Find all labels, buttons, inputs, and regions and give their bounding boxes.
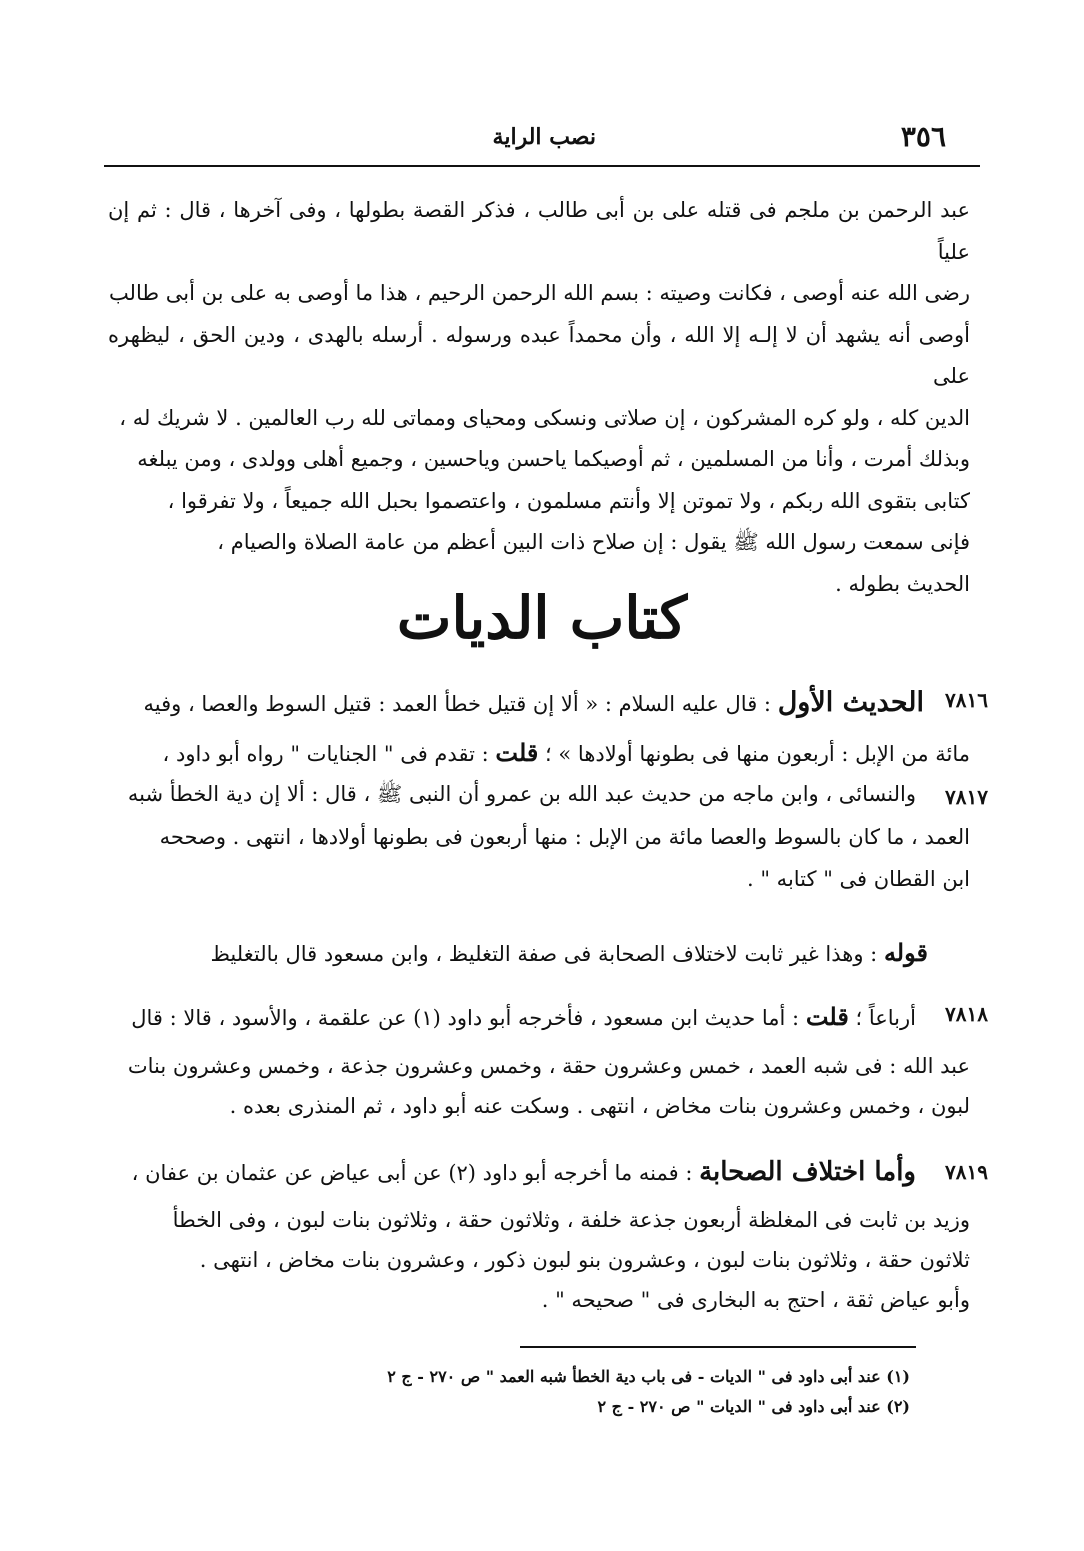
hadith-number: ٧٨١٨ — [945, 1002, 988, 1026]
text-line: الحديث بطوله . — [835, 571, 970, 596]
chapter-title: كتاب الديات — [396, 584, 688, 652]
hadith-heading: الحديث الأول — [777, 687, 924, 718]
hadith-7816-continuation — [108, 732, 970, 775]
hadith-number: ٧٨١٧ — [945, 785, 988, 809]
text-line — [108, 1150, 916, 1195]
hadith-7818-continuation — [108, 1046, 970, 1126]
hadith-heading: وأما اختلاف الصحابة — [699, 1157, 916, 1187]
text-line: فإنى سمعت رسول الله ﷺ يقول : إن صلاح ذات البين أعظم من عامة الصلاة والصيام ، — [217, 530, 970, 554]
hadith-7817-continuation — [108, 816, 970, 900]
text-line — [108, 996, 916, 1039]
text-line: عبد الرحمن بن ملجم فى قتله على بن أبى طالب ، فذكر القصة بطولها ، وفى آخرها ، قال : ثم إن علياً — [108, 198, 970, 264]
text-span: مائة من الإبل : أربعون منها فى بطونها أولادها » ؛ — [545, 742, 970, 766]
hadith-7819-text — [108, 1150, 916, 1195]
page-header — [108, 118, 976, 158]
text-span: : تقدم فى " الجنايات " رواه أبو داود ، — [162, 742, 489, 766]
text-span: أرباعاً ؛ — [855, 1006, 916, 1030]
hadith-number: ٧٨١٦ — [945, 688, 988, 712]
hadith-7818-text — [108, 996, 916, 1039]
text-line: عبد الله : فى شبه العمد ، خمس وعشرون حقة ، وخمس وعشرون جذعة ، وخمس وعشرون بنات — [127, 1054, 970, 1078]
text-line: والنسائى ، وابن ماجه من حديث عبد الله بن عمرو أن النبى ﷺ ، قال : ألا إن دية الخطأ شبه — [127, 782, 916, 806]
text-span: : أما حديث ابن مسعود ، فأخرجه أبو داود (١) عن علقمة ، والأسود ، قالا : قال — [131, 1006, 800, 1030]
qawluh-heading: قوله — [883, 938, 928, 967]
running-title: نصب الراية — [492, 124, 596, 150]
hadith-7819-continuation — [108, 1200, 970, 1320]
intro-paragraph — [108, 190, 970, 605]
text-line: ابن القطان فى " كتابه " . — [747, 867, 970, 891]
hadith-number: ٧٨١٩ — [945, 1160, 988, 1184]
text-line: كتابى بتقوى الله ربكم ، ولا تموتن إلا وأنتم مسلمون ، واعتصموا بحبل الله جميعاً ، ولا تفرقوا ، — [167, 488, 970, 513]
text-span: : وهذا غير ثابت لاختلاف الصحابة فى صفة التغليظ ، وابن مسعود قال بالتغليظ — [210, 942, 878, 966]
text-line: ثلاثون حقة ، وثلاثون بنات لبون ، وعشرون بنو لبون ذكور ، وعشرون بنات مخاض ، انتهى . — [199, 1248, 970, 1272]
footnote: (٢) عند أبى داود فى " الديات " ص ٢٧٠ - ج ٢ — [597, 1397, 910, 1416]
text-line: رضى الله عنه أوصى ، فكانت وصيته : بسم الله الرحمن الرحيم ، هذا ما أوصى به على بن أبى طالب — [108, 281, 970, 305]
text-line: وبذلك أمرت ، وأنا من المسلمين ، ثم أوصيكما ياحسن وياحسين ، وجميع أهلى وولدى ، ومن يبلغه — [137, 447, 970, 471]
text-line: أوصى أنه يشهد أن لا إلـه إلا الله ، وأن محمداً عبده ورسوله . أرسله بالهدى ، ودين الحق ، ليظهره على — [108, 322, 970, 388]
text-line — [108, 682, 924, 725]
text-line: الدين كله ، ولو كره المشركون ، إن صلاتى ونسكى ومحياى ومماتى لله رب العالمين . لا شريك له ، — [119, 405, 970, 430]
hadith-text — [108, 682, 924, 725]
qult-marker: قلت — [495, 738, 539, 767]
text-span: : قال عليه السلام : « ألا إن قتيل خطأ العمد : قتيل السوط والعصا ، وفيه — [143, 692, 771, 716]
text-line: وأبو عياض ثقة ، احتج به البخارى فى " صحيحه " . — [541, 1288, 970, 1312]
footnote-divider — [520, 1346, 916, 1348]
hadith-7817-text — [108, 773, 916, 816]
text-line: وزيد بن ثابت فى المغلظة أربعون جذعة خلفة ، وثلاثون حقة ، وثلاثون بنات لبون ، وفى الخطأ — [172, 1208, 970, 1232]
header-divider — [104, 165, 980, 167]
footnote: (١) عند أبى داود فى " الديات - فى باب دية الخطأ شبه العمد " ص ٢٧٠ - ج ٢ — [387, 1367, 910, 1386]
text-span: : فمنه ما أخرجه أبو داود (٢) عن أبى عياض عن عثمان بن عفان ، — [131, 1161, 693, 1185]
footnotes — [300, 1362, 910, 1422]
text-line — [108, 732, 970, 775]
text-line: العمد ، ما كان بالسوط والعصا مائة من الإبل : منها أربعون فى بطونها أولادها ، انتهى . وصححه — [159, 825, 970, 849]
page-number: ٣٥٦ — [900, 120, 946, 153]
qult-marker: قلت — [805, 1002, 849, 1031]
qawluh-paragraph — [108, 932, 928, 975]
text-line: لبون ، وخمس وعشرون بنات مخاض ، انتهى . وسكت عنه أبو داود ، ثم المنذرى بعده . — [229, 1094, 970, 1118]
